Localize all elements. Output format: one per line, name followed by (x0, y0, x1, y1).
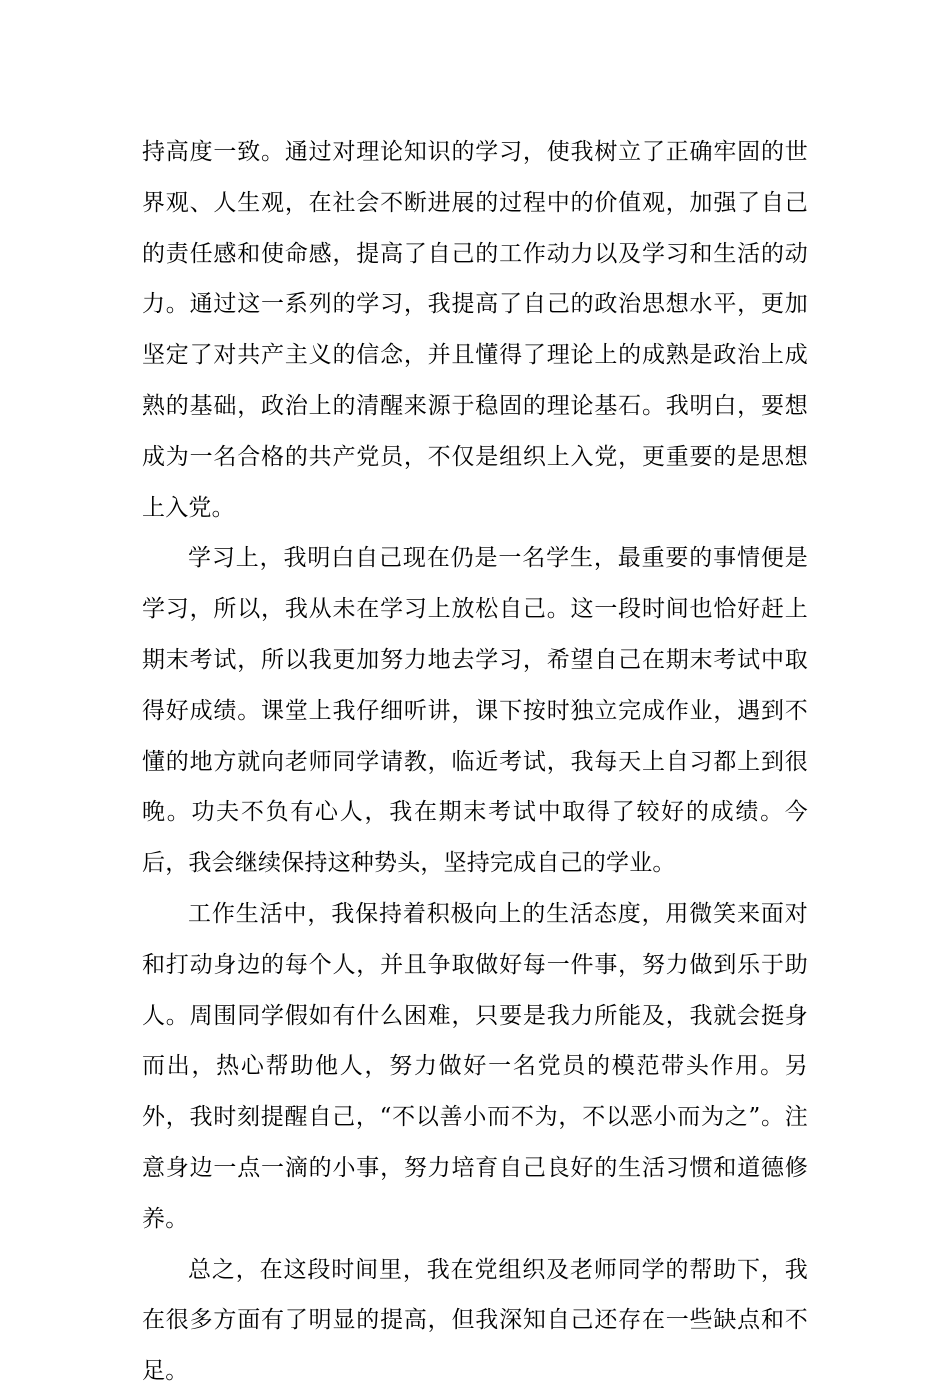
paragraph-3: 工作生活中，我保持着积极向上的生活态度，用微笑来面对和打动身边的每个人，并且争取做好每一件事，努力做到乐于助人。周围同学假如有什么困难，只要是我力所能及，我就会挺身而出，热心帮助他人，努力做好一名党员的模范带头作用。另外，我时刻提醒自己，“不以善小而不为，不以恶小而为之”。注意身边一点一滴的小事，努力培育自己良好的生活习惯和道德修养。 (142, 900, 808, 1232)
paragraph-2: 学习上，我明白自己现在仍是一名学生，最重要的事情便是学习，所以，我从未在学习上放松自己。这一段时间也恰好赶上期末考试，所以我更加努力地去学习，希望自己在期末考试中取得好成绩。课堂上我仔细听讲，课下按时独立完成作业，遇到不懂的地方就向老师同学请教，临近考试，我每天上自习都上到很晚。功夫不负有心人，我在期末考试中取得了较好的成绩。今后，我会继续保持这种势头，坚持完成自己的学业。 (142, 545, 808, 877)
paragraph-1: 持高度一致。通过对理论知识的学习，使我树立了正确牢固的世界观、人生观，在社会不断进展的过程中的价值观，加强了自己的责任感和使命感，提高了自己的工作动力以及学习和生活的动力。通过这一系列的学习，我提高了自己的政治思想水平，更加坚定了对共产主义的信念，并且懂得了理论上的成熟是政治上成熟的基础，政治上的清醒来源于稳固的理论基石。我明白，要想成为一名合格的共产党员，不仅是组织上入党，更重要的是思想上入党。 (142, 139, 808, 521)
paragraph-4: 总之，在这段时间里，我在党组织及老师同学的帮助下，我在很多方面有了明显的提高，但我深知自己还存在一些缺点和不足。 (142, 1256, 808, 1385)
